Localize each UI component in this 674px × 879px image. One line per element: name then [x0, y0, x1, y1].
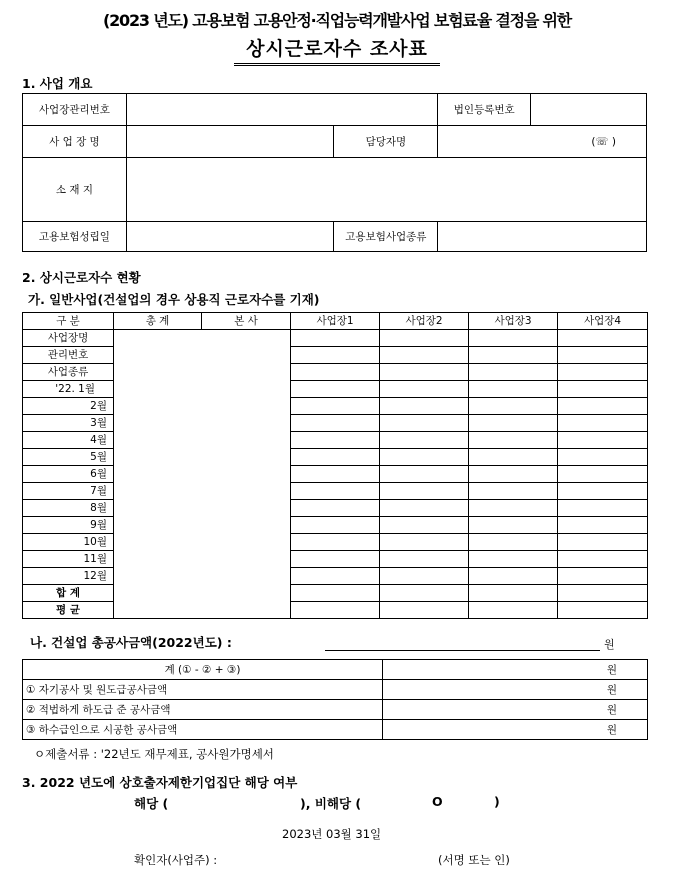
table-row — [23, 602, 648, 619]
footer-date: 2023년 03월 31일 — [282, 827, 382, 841]
data-cell[interactable] — [114, 398, 202, 415]
data-cell[interactable] — [114, 534, 202, 551]
row-label: 관리번호 — [23, 347, 114, 364]
data-cell[interactable] — [380, 415, 469, 432]
data-cell[interactable] — [558, 398, 648, 415]
row-label: 사업종류 — [23, 364, 114, 381]
row-label: 3월 — [23, 415, 114, 432]
address-label: 소 재 지 — [23, 158, 127, 222]
data-cell[interactable] — [558, 466, 648, 483]
data-cell[interactable] — [291, 568, 380, 585]
data-cell[interactable] — [202, 534, 291, 551]
construction-item-amount[interactable]: 원 — [383, 660, 648, 680]
address-field[interactable] — [126, 158, 646, 222]
row-label: 12월 — [23, 568, 114, 585]
doc-title-line1: (2023 년도) 고용보험 고용안정·직업능력개발사업 보험료율 결정을 위한 — [103, 11, 571, 30]
data-cell[interactable] — [469, 398, 558, 415]
data-cell[interactable] — [469, 330, 558, 347]
table-row — [23, 517, 648, 534]
section2-sub-b: 나. 건설업 총공사금액(2022년도) : — [30, 635, 232, 650]
data-cell[interactable] — [380, 551, 469, 568]
corp-reg-no-field[interactable] — [531, 94, 647, 126]
table-row — [23, 398, 648, 415]
est-date-field[interactable] — [126, 222, 334, 252]
submit-docs: ㅇ제출서류 : '22년도 재무제표, 공사원가명세서 — [34, 747, 274, 761]
paren-end: ) — [494, 794, 500, 809]
data-cell[interactable] — [380, 517, 469, 534]
data-cell[interactable] — [114, 415, 202, 432]
data-cell[interactable] — [291, 483, 380, 500]
data-cell[interactable] — [291, 517, 380, 534]
table-row — [23, 449, 648, 466]
data-cell[interactable] — [469, 500, 558, 517]
data-cell[interactable] — [558, 347, 648, 364]
data-cell[interactable] — [202, 517, 291, 534]
col-header: 본 사 — [202, 313, 291, 330]
data-cell[interactable] — [202, 500, 291, 517]
non-applicable-mark[interactable]: O — [432, 794, 443, 809]
table-row — [23, 660, 648, 680]
data-cell[interactable] — [558, 585, 648, 602]
est-date-label: 고용보험성립일 — [23, 222, 127, 252]
data-cell[interactable] — [291, 347, 380, 364]
col-header: 총 계 — [114, 313, 202, 330]
data-cell[interactable] — [114, 330, 202, 347]
data-cell[interactable] — [202, 415, 291, 432]
row-label: 6월 — [23, 466, 114, 483]
data-cell[interactable] — [558, 483, 648, 500]
data-cell[interactable] — [202, 466, 291, 483]
confirmer-label: 확인자(사업주) : — [134, 853, 218, 867]
data-cell[interactable] — [291, 398, 380, 415]
data-cell[interactable] — [380, 500, 469, 517]
construction-item-label: 계 (① - ② + ③) — [23, 660, 383, 680]
data-cell[interactable] — [291, 364, 380, 381]
table-row — [23, 585, 648, 602]
signature-label[interactable]: (서명 또는 인) — [438, 853, 510, 867]
table-row — [23, 347, 648, 364]
table-row — [23, 500, 648, 517]
data-cell[interactable] — [291, 534, 380, 551]
section2-sub-a: 가. 일반사업(건설업의 경우 상용직 근로자수를 기재) — [28, 292, 320, 307]
doc-title-line2 — [0, 34, 674, 66]
site-mgmt-no-label: 사업장관리번호 — [23, 94, 127, 126]
table-row — [23, 483, 648, 500]
section3-heading: 3. 2022 년도에 상호출자제한기업집단 해당 여부 — [22, 775, 298, 790]
data-cell[interactable] — [202, 381, 291, 398]
row-label: 4월 — [23, 432, 114, 449]
data-cell[interactable] — [380, 602, 469, 619]
data-cell[interactable] — [380, 364, 469, 381]
construction-item-amount[interactable]: 원 — [383, 700, 648, 720]
data-cell[interactable] — [558, 500, 648, 517]
data-cell[interactable] — [114, 568, 202, 585]
data-cell[interactable] — [469, 483, 558, 500]
data-cell[interactable] — [202, 551, 291, 568]
construction-item-label: ③ 하수급인으로 시공한 공사금액 — [23, 720, 383, 740]
data-cell[interactable] — [114, 483, 202, 500]
data-cell[interactable] — [380, 568, 469, 585]
data-cell[interactable] — [469, 551, 558, 568]
business-overview-table — [22, 93, 647, 252]
data-cell[interactable] — [380, 449, 469, 466]
row-label: 합 계 — [23, 585, 114, 602]
site-name-field[interactable] — [126, 126, 334, 158]
data-cell[interactable] — [114, 449, 202, 466]
data-cell[interactable] — [469, 602, 558, 619]
data-cell[interactable] — [558, 432, 648, 449]
data-cell[interactable] — [202, 568, 291, 585]
data-cell[interactable] — [469, 466, 558, 483]
data-cell[interactable] — [558, 551, 648, 568]
row-label: 5월 — [23, 449, 114, 466]
table-row — [23, 720, 648, 740]
construction-item-amount[interactable]: 원 — [383, 720, 648, 740]
data-cell[interactable] — [291, 602, 380, 619]
table-row — [23, 381, 648, 398]
col-header: 사업장1 — [291, 313, 380, 330]
data-cell[interactable] — [202, 449, 291, 466]
row-label: 11월 — [23, 551, 114, 568]
data-cell[interactable] — [202, 347, 291, 364]
col-header: 사업장2 — [380, 313, 469, 330]
biz-type-label: 고용보험사업종류 — [334, 222, 438, 252]
data-cell[interactable] — [380, 534, 469, 551]
non-applicable-label: ), 비해당 ( — [300, 796, 362, 811]
construction-amount-table — [22, 659, 648, 740]
data-cell[interactable] — [114, 381, 202, 398]
data-cell[interactable] — [291, 585, 380, 602]
table-row — [23, 534, 648, 551]
data-cell[interactable] — [380, 483, 469, 500]
data-cell[interactable] — [469, 568, 558, 585]
data-cell[interactable] — [558, 568, 648, 585]
data-cell[interactable] — [202, 364, 291, 381]
col-header: 구 분 — [23, 313, 114, 330]
data-cell[interactable] — [469, 517, 558, 534]
section2-heading: 2. 상시근로자수 현황 — [22, 270, 141, 285]
table-row — [23, 551, 648, 568]
total-amount-line[interactable] — [325, 650, 600, 651]
data-cell[interactable] — [558, 534, 648, 551]
row-label: 9월 — [23, 517, 114, 534]
data-cell[interactable] — [114, 602, 202, 619]
site-mgmt-no-field[interactable] — [126, 94, 437, 126]
data-cell[interactable] — [558, 517, 648, 534]
table-row — [23, 680, 648, 700]
table-row — [23, 700, 648, 720]
data-cell[interactable] — [380, 585, 469, 602]
data-cell[interactable] — [558, 415, 648, 432]
row-label: 2월 — [23, 398, 114, 415]
data-cell[interactable] — [469, 364, 558, 381]
data-cell[interactable] — [114, 517, 202, 534]
col-header: 사업장4 — [558, 313, 648, 330]
data-cell[interactable] — [291, 551, 380, 568]
data-cell[interactable] — [469, 449, 558, 466]
data-cell[interactable] — [558, 449, 648, 466]
data-cell[interactable] — [291, 330, 380, 347]
construction-item-label: ① 자기공사 및 원도급공사금액 — [23, 680, 383, 700]
contact-label: 담당자명 — [334, 126, 438, 158]
data-cell[interactable] — [114, 432, 202, 449]
applicable-label: 해당 ( — [134, 796, 169, 811]
data-cell[interactable] — [380, 347, 469, 364]
data-cell[interactable] — [114, 347, 202, 364]
data-cell[interactable] — [469, 415, 558, 432]
biz-type-field[interactable] — [438, 222, 647, 252]
row-label: 평 균 — [23, 602, 114, 619]
data-cell[interactable] — [291, 500, 380, 517]
data-cell[interactable] — [114, 500, 202, 517]
table-row — [23, 415, 648, 432]
data-cell[interactable] — [114, 551, 202, 568]
data-cell[interactable] — [202, 483, 291, 500]
table-row — [23, 568, 648, 585]
data-cell[interactable] — [380, 330, 469, 347]
data-cell[interactable] — [558, 602, 648, 619]
construction-item-label: ② 적법하게 하도급 준 공사금액 — [23, 700, 383, 720]
data-cell[interactable] — [469, 347, 558, 364]
data-cell[interactable] — [291, 466, 380, 483]
row-label: '22. 1월 — [23, 381, 114, 398]
site-name-label: 사 업 장 명 — [23, 126, 127, 158]
data-cell[interactable] — [114, 466, 202, 483]
doc-title-text: 상시근로자수 조사표 — [234, 34, 440, 66]
data-cell[interactable] — [291, 432, 380, 449]
data-cell[interactable] — [114, 585, 202, 602]
corp-reg-no-label: 법인등록번호 — [438, 94, 531, 126]
data-cell[interactable] — [558, 330, 648, 347]
data-cell[interactable] — [558, 364, 648, 381]
row-label: 사업장명 — [23, 330, 114, 347]
data-cell[interactable] — [202, 398, 291, 415]
headcount-table — [22, 312, 648, 619]
data-cell[interactable] — [291, 381, 380, 398]
row-label: 10월 — [23, 534, 114, 551]
table-row — [23, 364, 648, 381]
contact-field[interactable]: (☏ ) — [438, 126, 647, 158]
data-cell[interactable] — [291, 415, 380, 432]
col-header: 사업장3 — [469, 313, 558, 330]
data-cell[interactable] — [380, 466, 469, 483]
data-cell[interactable] — [558, 381, 648, 398]
data-cell[interactable] — [469, 432, 558, 449]
data-cell[interactable] — [380, 381, 469, 398]
data-cell[interactable] — [202, 432, 291, 449]
data-cell[interactable] — [380, 432, 469, 449]
data-cell[interactable] — [202, 602, 291, 619]
row-label: 8월 — [23, 500, 114, 517]
total-amount-unit: 원 — [604, 638, 615, 651]
data-cell[interactable] — [202, 585, 291, 602]
data-cell[interactable] — [202, 330, 291, 347]
data-cell[interactable] — [291, 449, 380, 466]
table-row — [23, 466, 648, 483]
construction-item-amount[interactable]: 원 — [383, 680, 648, 700]
section1-heading: 1. 사업 개요 — [22, 76, 93, 91]
table-row — [23, 432, 648, 449]
data-cell[interactable] — [114, 364, 202, 381]
data-cell[interactable] — [469, 381, 558, 398]
row-label: 7월 — [23, 483, 114, 500]
data-cell[interactable] — [380, 398, 469, 415]
data-cell[interactable] — [469, 534, 558, 551]
table-row — [23, 330, 648, 347]
data-cell[interactable] — [469, 585, 558, 602]
